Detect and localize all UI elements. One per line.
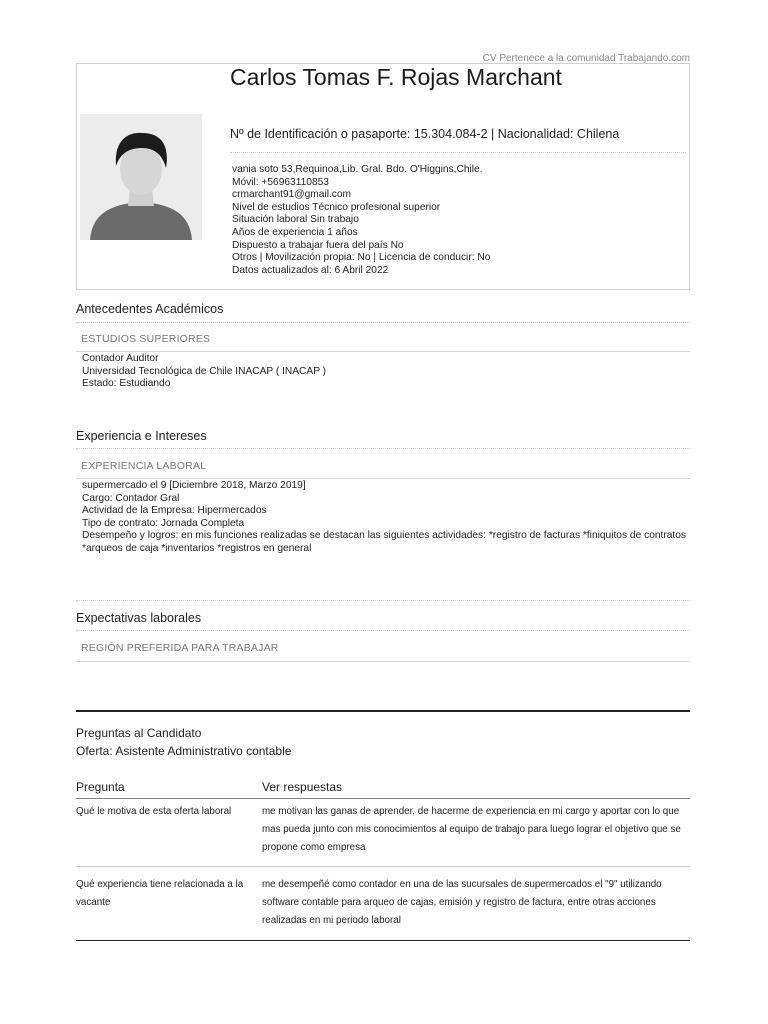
divider xyxy=(76,661,690,662)
divider xyxy=(76,322,690,323)
degree-text: Contador Auditor xyxy=(82,353,159,364)
answer-column-header: Ver respuestas xyxy=(262,780,343,794)
question-column-header: Pregunta xyxy=(76,780,125,794)
experience-section-title: Experiencia e Intereses xyxy=(76,429,207,443)
academic-details xyxy=(82,353,326,391)
divider xyxy=(76,351,690,352)
experience-years-text: Años de experiencia 1 años xyxy=(232,226,358,238)
question-cell: Qué experiencia tiene relacionada a la vacante xyxy=(76,879,244,908)
position-text: Cargo: Contador Gral xyxy=(82,492,180,504)
employment-status-text: Situación laboral Sin trabajo xyxy=(232,214,359,226)
divider xyxy=(76,600,690,601)
offer-title: Oferta: Asistente Administrativo contable xyxy=(76,744,292,758)
higher-education-subhead: ESTUDIOS SUPERIORES xyxy=(81,333,211,345)
email-text: crmarchant91@gmail.com xyxy=(232,189,352,201)
institution-text: Universidad Tecnológica de Chile INACAP ( INACAP ) xyxy=(82,365,327,377)
avatar xyxy=(80,114,202,240)
community-note: CV Pertenece a la comunidad Trabajando.com xyxy=(482,53,690,64)
answer-cell: me motivan las ganas de aprender, de hacerme de experiencia en mi cargo y aportar con lo que mas pueda junto con mis conocimientos al equipo de trabajo para luego lograr el objetivo que se propone como empresa xyxy=(262,806,681,853)
preferred-region-subhead: REGIÓN PREFERIDA PARA TRABAJAR xyxy=(81,642,279,654)
candidate-name: Carlos Tomas F. Rojas Marchant xyxy=(230,64,562,90)
achievements-text: Desempeño y logros: en mis funciones realizadas se destacan las siguientes actividades: *registro de facturas *finiquitos de contratos *arqueos de caja *inventarios *registros en general xyxy=(82,530,686,554)
contact-details xyxy=(232,164,490,277)
divider xyxy=(76,448,690,449)
questions-title: Preguntas al Candidato xyxy=(76,726,202,740)
divider xyxy=(230,152,686,153)
company-activity-text: Actividad de la Empresa: Hipermercados xyxy=(82,505,267,517)
employer-text: supermercado el 9 [Diciembre 2018, Marzo 2019] xyxy=(82,480,306,491)
academic-section-title: Antecedentes Académicos xyxy=(76,302,224,316)
address-text: vania soto 53,Requinoa,Lib. Gral. Bdo. O'Higgins,Chile. xyxy=(232,164,483,175)
questions-top-rule xyxy=(76,710,690,712)
mobile-text: Móvil: +56963110853 xyxy=(232,176,329,188)
expectations-section-title: Expectativas laborales xyxy=(76,611,202,625)
updated-date-text: Datos actualizados al: 6 Abril 2022 xyxy=(232,264,389,276)
divider xyxy=(76,478,690,479)
question-cell: Qué le motiva de esta oferta laboral xyxy=(76,806,232,817)
identification-line: Nº de Identificación o pasaporte: 15.304.084-2 | Nacionalidad: Chilena xyxy=(230,127,620,141)
divider xyxy=(76,798,690,799)
education-level-text: Nivel de estudios Técnico profesional superior xyxy=(232,201,441,213)
other-info-text: Otros | Movilización propia: No | Licencia de conducir: No xyxy=(232,252,491,264)
contract-type-text: Tipo de contrato: Jornada Completa xyxy=(82,517,245,529)
work-experience-subhead: EXPERIENCIA LABORAL xyxy=(81,460,207,472)
divider xyxy=(76,630,690,631)
experience-details xyxy=(82,480,686,556)
answer-cell: me desempeñé como contador en una de las sucursales de supermercados el "9" utilizando software contable para arqueo de cajas, emisión y registro de factura, entre otras acciones realizadas en mi periodo laboral xyxy=(262,879,662,926)
person-silhouette-icon xyxy=(80,114,202,240)
relocation-text: Dispuesto a trabajar fuera del país No xyxy=(232,239,404,251)
study-status-text: Estado: Estudiando xyxy=(82,378,171,390)
questions-bottom-rule xyxy=(76,940,690,941)
divider xyxy=(76,866,690,867)
